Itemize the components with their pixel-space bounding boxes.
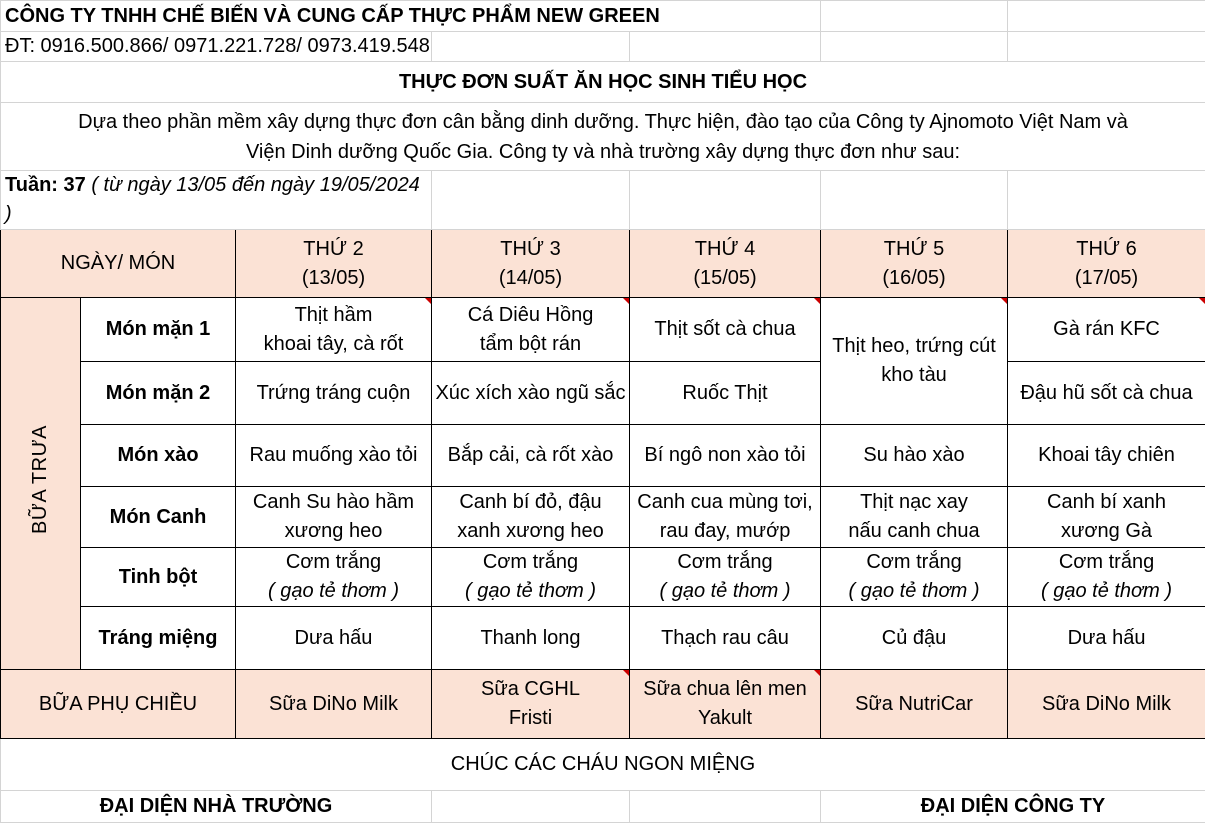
dish-line: Xúc xích xào ngũ sắc (432, 379, 629, 408)
dish-line: Canh Su hào hầm (236, 488, 431, 517)
snack-line: Sữa NutriCar (821, 690, 1007, 719)
dish-line: Thịt sốt cà chua (630, 315, 820, 344)
day-header-tue (432, 230, 630, 298)
dish-cell (630, 425, 821, 487)
empty-cell (630, 32, 821, 62)
dish-line: Thịt nạc xay (821, 488, 1007, 517)
dish-cell (821, 607, 1008, 670)
dish-line: Thạch rau câu (630, 624, 820, 653)
empty-cell (821, 171, 1008, 230)
dish-line: Đậu hũ sốt cà chua (1008, 379, 1205, 408)
dish-cell (1008, 425, 1205, 487)
snack-line: Sữa CGHL (432, 675, 629, 704)
dish-line: Cơm trắng (821, 548, 1007, 577)
week-info (1, 171, 432, 230)
row-label-xao: Món xào (81, 425, 236, 487)
snack-label: BỮA PHỤ CHIỀU (1, 670, 236, 739)
dish-cell (236, 298, 432, 362)
dish-line: Khoai tây chiên (1008, 441, 1205, 470)
lunch-label-cell (1, 298, 81, 670)
empty-cell (1008, 171, 1205, 230)
school-representative: ĐẠI DIỆN NHÀ TRƯỜNG (1, 791, 432, 823)
day-name: THỨ 3 (432, 235, 629, 264)
dish-line: Canh cua mùng tơi, (630, 488, 820, 517)
dish-line: xương Gà (1008, 517, 1205, 546)
dish-line: xanh xương heo (432, 517, 629, 546)
dish-cell (432, 362, 630, 425)
day-header-wed (630, 230, 821, 298)
dish-cell (630, 487, 821, 548)
row-label-trang: Tráng miệng (81, 607, 236, 670)
day-name: THỨ 2 (236, 235, 431, 264)
dish-cell (432, 425, 630, 487)
dish-line: Canh bí xanh (1008, 488, 1205, 517)
dish-cell (236, 362, 432, 425)
empty-cell (1008, 32, 1205, 62)
dish-line: Củ đậu (821, 624, 1007, 653)
day-header-thu (821, 230, 1008, 298)
dish-cell (236, 425, 432, 487)
dish-line: Dưa hấu (1008, 624, 1205, 653)
menu-title: THỰC ĐƠN SUẤT ĂN HỌC SINH TIỂU HỌC (1, 62, 1205, 103)
dish-cell (1008, 298, 1205, 362)
company-name: CÔNG TY TNHH CHẾ BIẾN VÀ CUNG CẤP THỰC PHẨM NEW GREEN (1, 1, 821, 32)
dish-line: Thịt hầm (236, 301, 431, 330)
empty-cell (432, 32, 630, 62)
row-label-canh: Món Canh (81, 487, 236, 548)
dish-cell (236, 548, 432, 607)
day-date: (16/05) (821, 264, 1007, 293)
week-range: ( từ ngày 13/05 đến ngày 19/05/2024 ) (5, 174, 420, 225)
wish-text: CHÚC CÁC CHÁU NGON MIỆNG (1, 739, 1205, 791)
dish-cell (821, 487, 1008, 548)
dish-cell (630, 362, 821, 425)
lunch-label: BỮA TRƯA (26, 425, 55, 534)
snack-cell (1008, 670, 1205, 739)
day-name: THỨ 5 (821, 235, 1007, 264)
dish-cell (432, 298, 630, 362)
snack-line: Sữa DiNo Milk (1008, 690, 1205, 719)
day-date: (14/05) (432, 264, 629, 293)
dish-cell (821, 548, 1008, 607)
dish-line: Cơm trắng (432, 548, 629, 577)
dish-note: ( gạo tẻ thơm ) (821, 577, 1007, 606)
row-label-bot: Tinh bột (81, 548, 236, 607)
dish-line: Bí ngô non xào tỏi (630, 441, 820, 470)
dish-note: ( gạo tẻ thơm ) (630, 577, 820, 606)
dish-cell (821, 425, 1008, 487)
dish-line: Rau muống xào tỏi (236, 441, 431, 470)
intro-line-2: Viện Dinh dưỡng Quốc Gia. Công ty và nhà trường xây dựng thực đơn như sau: (1, 137, 1205, 167)
dish-cell (432, 607, 630, 670)
empty-cell (1008, 1, 1205, 32)
dish-line: Bắp cải, cà rốt xào (432, 441, 629, 470)
day-header-mon (236, 230, 432, 298)
dish-line: Dưa hấu (236, 624, 431, 653)
dish-line: tẩm bột rán (432, 330, 629, 359)
dish-note: ( gạo tẻ thơm ) (1008, 577, 1205, 606)
dish-cell (432, 487, 630, 548)
dish-cell (630, 298, 821, 362)
dish-line: Canh bí đỏ, đậu (432, 488, 629, 517)
dish-cell (1008, 487, 1205, 548)
dish-line: rau đay, mướp (630, 517, 820, 546)
day-name: THỨ 6 (1008, 235, 1205, 264)
snack-cell (236, 670, 432, 739)
dish-note: ( gạo tẻ thơm ) (432, 577, 629, 606)
dish-cell (236, 607, 432, 670)
dish-line: khoai tây, cà rốt (236, 330, 431, 359)
empty-cell (821, 1, 1008, 32)
dish-line: Su hào xào (821, 441, 1007, 470)
dish-line: Cá Diêu Hồng (432, 301, 629, 330)
dish-cell (432, 548, 630, 607)
row-label-man2: Món mặn 2 (81, 362, 236, 425)
intro-text (1, 103, 1205, 171)
empty-cell (821, 32, 1008, 62)
dish-cell-merged (821, 298, 1008, 425)
dish-line: Ruốc Thịt (630, 379, 820, 408)
dish-line: kho tàu (821, 361, 1007, 390)
snack-cell (821, 670, 1008, 739)
snack-line: Fristi (432, 704, 629, 733)
day-date: (15/05) (630, 264, 820, 293)
dish-line: Trứng tráng cuộn (236, 379, 431, 408)
day-date: (17/05) (1008, 264, 1205, 293)
dish-line: xương heo (236, 517, 431, 546)
dish-cell (236, 487, 432, 548)
snack-line: Sữa DiNo Milk (236, 690, 431, 719)
day-date: (13/05) (236, 264, 431, 293)
dish-line: Cơm trắng (1008, 548, 1205, 577)
snack-cell (630, 670, 821, 739)
dish-line: Cơm trắng (236, 548, 431, 577)
dish-cell (630, 607, 821, 670)
dish-cell (1008, 362, 1205, 425)
dish-cell (1008, 548, 1205, 607)
week-number: Tuần: 37 (5, 174, 86, 196)
day-header-fri (1008, 230, 1205, 298)
corner-header: NGÀY/ MÓN (1, 230, 236, 298)
snack-line: Yakult (630, 704, 820, 733)
dish-line: Thanh long (432, 624, 629, 653)
company-representative: ĐẠI DIỆN CÔNG TY (821, 791, 1205, 823)
empty-cell (432, 791, 630, 823)
empty-cell (630, 791, 821, 823)
dish-line: Cơm trắng (630, 548, 820, 577)
dish-line: Gà rán KFC (1008, 315, 1205, 344)
dish-line: nấu canh chua (821, 517, 1007, 546)
intro-line-1: Dựa theo phần mềm xây dựng thực đơn cân bằng dinh dưỡng. Thực hiện, đào tạo của Công ty Ajnomoto Việt Nam và (1, 107, 1205, 137)
day-name: THỨ 4 (630, 235, 820, 264)
empty-cell (630, 171, 821, 230)
company-phone: ĐT: 0916.500.866/ 0971.221.728/ 0973.419.548 (1, 32, 432, 62)
dish-line: Thịt heo, trứng cút (821, 332, 1007, 361)
dish-note: ( gạo tẻ thơm ) (236, 577, 431, 606)
empty-cell (432, 171, 630, 230)
dish-cell (1008, 607, 1205, 670)
row-label-man1: Món mặn 1 (81, 298, 236, 362)
snack-line: Sữa chua lên men (630, 675, 820, 704)
dish-cell (630, 548, 821, 607)
snack-cell (432, 670, 630, 739)
